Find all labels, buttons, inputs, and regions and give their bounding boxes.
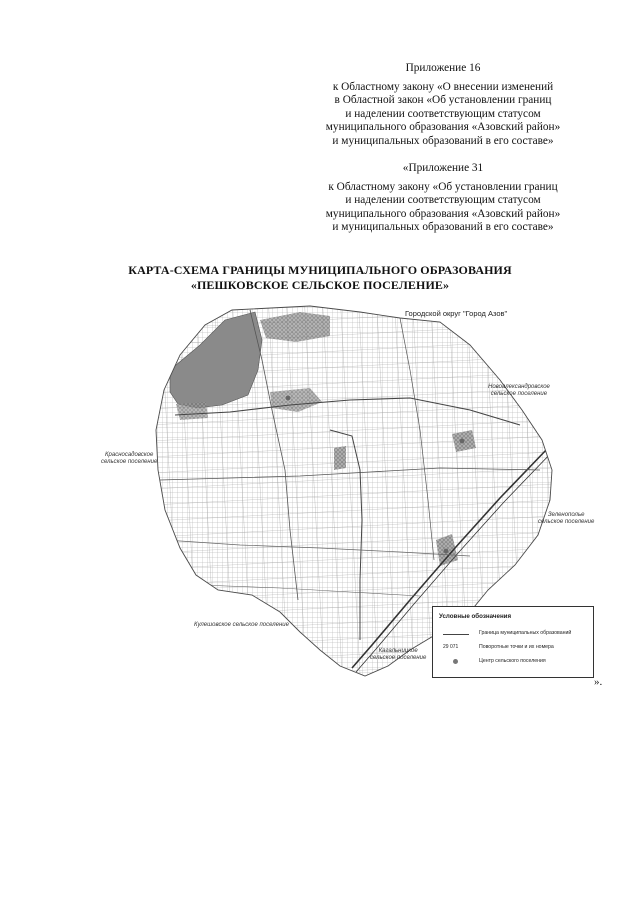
label-line: сельское поселение (370, 655, 427, 661)
annex-16-line: и муниципальных образований в его составе» (332, 134, 554, 147)
annex-16-line: и наделении соответствующим статусом (345, 107, 541, 120)
legend-symbol-text: 29 071 (443, 644, 459, 650)
label-city-azov: Городской округ "Город Азов" (405, 309, 508, 318)
annex-31-line: муниципального образования «Азовский район» (325, 207, 561, 220)
legend-label: Центр сельского поселения (479, 658, 546, 664)
closing-quote: ». (594, 676, 603, 688)
label-line: Зеленополье (547, 512, 585, 518)
label-krasnosadovskoe (101, 452, 157, 466)
legend-symbol-line (439, 629, 473, 639)
annex-31-line: и муниципальных образований в его составе» (332, 221, 554, 234)
legend-item-turning-points (433, 643, 593, 653)
map-legend (432, 606, 594, 678)
label-line: сельское поселение (538, 519, 595, 525)
legend-item-settlement-center (433, 657, 593, 667)
label-line: Кагальницкое (378, 648, 418, 654)
label-zelenopolie (538, 512, 594, 526)
annex-16-line: в Областной закон «Об установлении границ (334, 94, 552, 107)
label-line: сельское поселение (490, 391, 548, 397)
settlement-center-dot (286, 396, 291, 401)
settlement-area (176, 402, 208, 420)
legend-symbol-number (439, 643, 473, 653)
legend-label: Поворотные точки и их номера (479, 644, 554, 650)
settlement-center-dot (444, 549, 449, 554)
label-novoaleksandrovskoe (488, 384, 550, 398)
legend-title: Условные обозначения (439, 613, 512, 620)
map-title-line-2: «ПЕШКОВСКОЕ СЕЛЬСКОЕ ПОСЕЛЕНИЕ» (190, 278, 450, 292)
settlement-area (334, 446, 346, 470)
legend-label: Граница муниципальных образований (479, 630, 572, 636)
label-line: Красносадовское (104, 452, 154, 458)
annex-31-line: к Областному закону «Об установлении границ (328, 180, 558, 193)
annex-31-line: и наделении соответствующим статусом (345, 194, 541, 207)
label-line: сельское поселение (101, 459, 158, 465)
legend-item-boundary (433, 629, 593, 639)
label-kuleshovskoe: Кулешовское сельское поселение (194, 622, 289, 628)
label-line: Новоалександровское (488, 384, 550, 390)
legend-symbol-dot (439, 657, 473, 667)
annex-31-title: «Приложение 31 (402, 162, 484, 174)
label-kagalnitskoe (370, 648, 426, 662)
annex-16-line: к Областному закону «О внесении изменений (332, 80, 554, 93)
settlement-center-dot (460, 439, 465, 444)
map-title-line-1: КАРТА-СХЕМА ГРАНИЦЫ МУНИЦИПАЛЬНОГО ОБРАЗОВАНИЯ (128, 263, 512, 277)
annex-16-title: Приложение 16 (405, 62, 481, 74)
annex-16-line: муниципального образования «Азовский район» (325, 121, 561, 134)
